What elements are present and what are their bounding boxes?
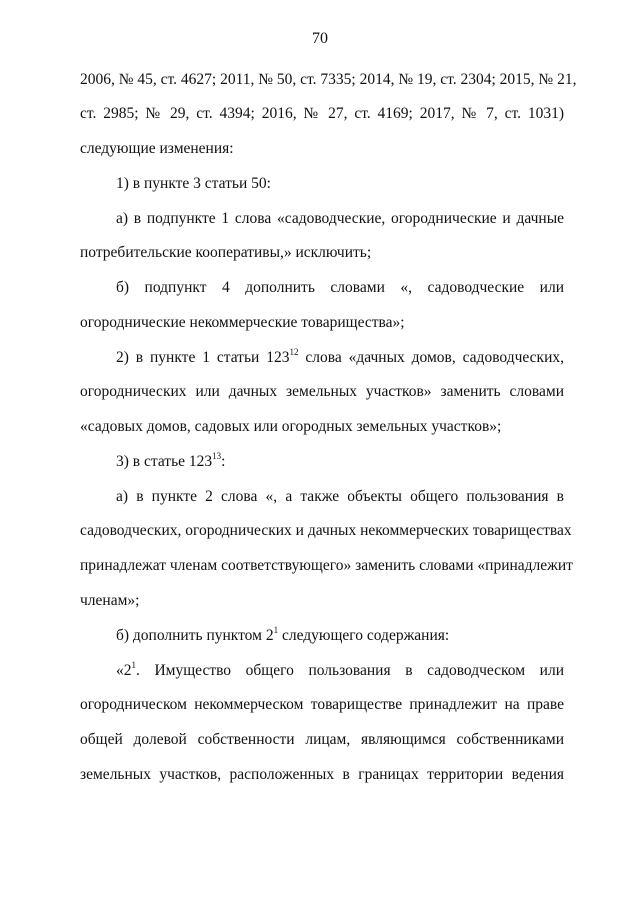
page-number: 70 <box>312 30 328 47</box>
list-item-heading: 1) в пункте 3 статьи 50: <box>116 175 271 192</box>
text-line: а) в пункте 2 слова «, а также объекты общего пользования в <box>116 488 564 505</box>
superscript: 12 <box>289 347 299 357</box>
text-line: садоводческих, огороднических и дачных некоммерческих товариществах <box>80 522 572 539</box>
text-line <box>116 348 564 369</box>
text-run: «2 <box>116 662 132 679</box>
text-line: огороднические некоммерческие товарищества»; <box>80 314 405 331</box>
text-line: принадлежат членам соответствующего» заменить словами «принадлежит <box>80 557 573 574</box>
text-line: 2006, № 45, ст. 4627; 2011, № 50, ст. 7335; 2014, № 19, ст. 2304; 2015, № 21, <box>80 71 577 88</box>
text-line: земельных участков, расположенных в границах территории ведения <box>80 766 564 783</box>
text-line <box>116 661 564 682</box>
text-line: «садовых домов, садовых или огородных земельных участков»; <box>80 418 502 435</box>
text-line: б) подпункт 4 дополнить словами «, садоводческие или <box>116 279 564 296</box>
text-run: 3) в статье 123 <box>116 453 213 470</box>
text-line: а) в подпункте 1 слова «садоводческие, огороднические и дачные <box>116 210 564 227</box>
text-run: слова «дачных домов, садоводческих, <box>298 349 564 366</box>
text-run: 2) в пункте 1 статьи 123 <box>116 349 290 366</box>
text-line: общей долевой собственности лицам, являющимся собственниками <box>80 731 564 748</box>
text-line: огородническом некоммерческом товариществе принадлежит на праве <box>80 696 564 713</box>
text-run: б) дополнить пунктом 2 <box>116 627 274 644</box>
text-line <box>116 626 564 647</box>
text-run: . Имущество общего пользования в садоводческом или <box>136 662 564 679</box>
text-line: потребительские кооперативы,» исключить; <box>80 244 372 261</box>
text-run: следующего содержания: <box>278 627 450 644</box>
text-line: огороднических или дачных земельных участков» заменить словами <box>80 383 564 400</box>
text-line: членам»; <box>80 592 140 609</box>
text-line: следующие изменения: <box>80 140 234 157</box>
list-item-heading <box>116 452 564 473</box>
superscript: 1 <box>131 660 136 670</box>
superscript: 1 <box>273 625 279 635</box>
superscript: 13 <box>212 451 222 461</box>
text-line: ст. 2985; № 29, ст. 4394; 2016, № 27, ст. 4169; 2017, № 7, ст. 1031) <box>80 105 564 122</box>
text-run: : <box>221 453 226 470</box>
